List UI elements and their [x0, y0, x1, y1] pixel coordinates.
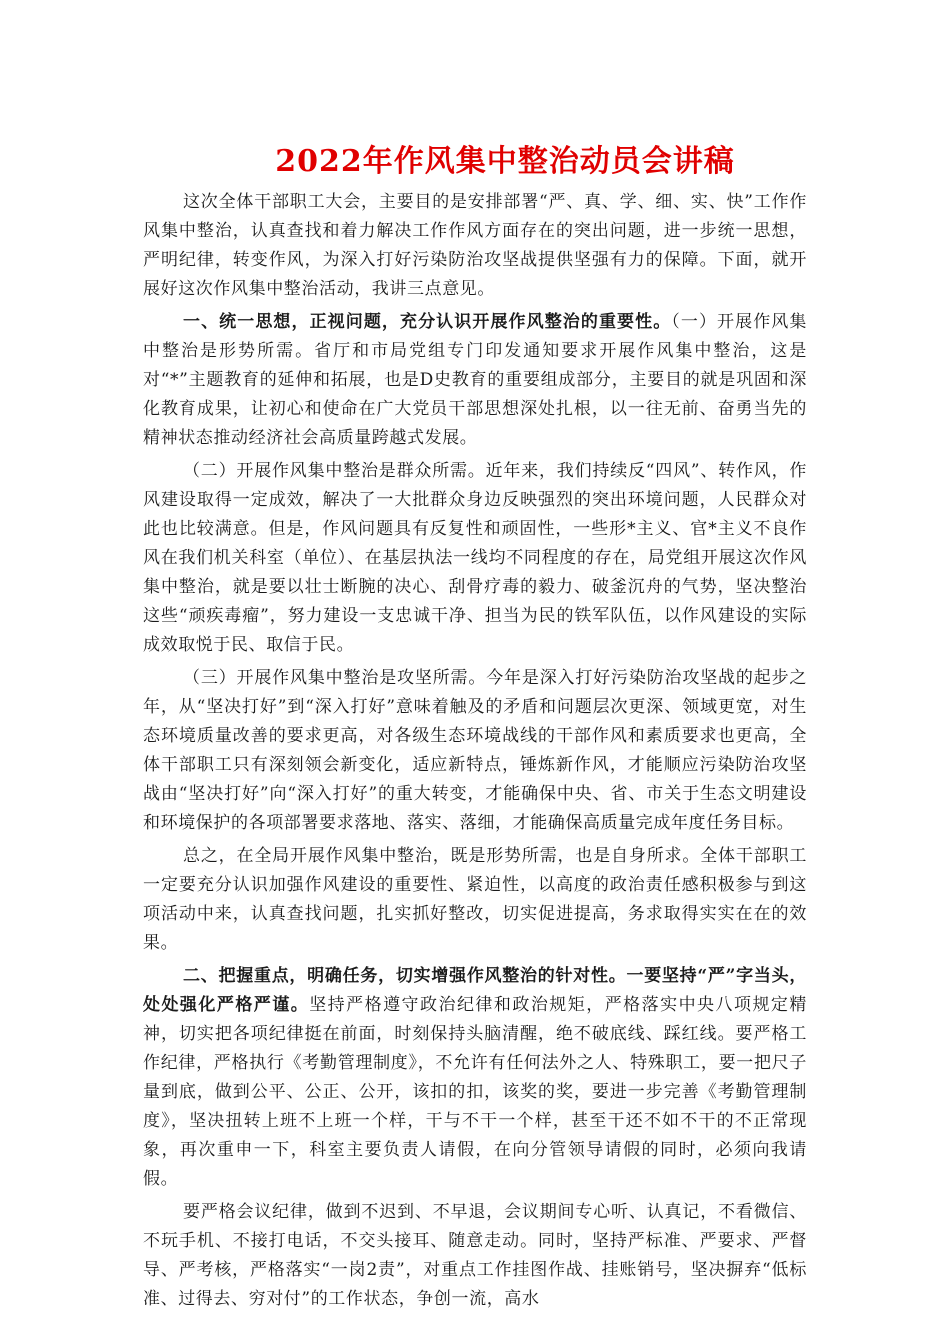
- paragraph-section-2-cont: [143, 1198, 807, 1314]
- paragraph-section-1: [143, 308, 807, 453]
- paragraph-text: （一）开展作风集中整治是形势所需。省厅和市局党组专门印发通知要求开展作风集中整治，这是对“*”主题教育的延伸和拓展，也是D史教育的重要组成部分，主要目的就是巩固和深化教育成果，让初心和使命在广大党员干部思想深处扎根，以一往无前、奋勇当先的精神状态推动经济社会高质量跨越式发展。: [143, 312, 807, 448]
- paragraph-text: （二）开展作风集中整治是群众所需。近年来，我们持续反“四风”、转作风，作风建设取得一定成效，解决了一大批群众身边反映强烈的突出环境问题，人民群众对此也比较满意。但是，作风问题具有反复性和顽固性，一些形*主义、官*主义不良作风在我们机关科室（单位）、在基层执法一线均不同程度的存在，局党组开展这次作风集中整治，就是要以壮士断腕的决心、刮骨疗毒的毅力、破釜沉舟的气势，坚决整治这些“顽疾毒瘤”，努力建设一支忠诚干净、担当为民的铁军队伍，以作风建设的实际成效取悦于民、取信于民。: [143, 461, 807, 655]
- document-title: 2022年作风集中整治动员会讲稿: [275, 144, 735, 179]
- paragraph-text: 要严格会议纪律，做到不迟到、不早退，会议期间专心听、认真记，不看微信、不玩手机、不接打电话，不交头接耳、随意走动。同时，坚持严标准、严要求、严督导、严考核，严格落实“一岗2责”，对重点工作挂图作战、挂账销号，坚决摒弃“低标准、过得去、穷对付”的工作状态，争创一流，高水: [143, 1202, 807, 1309]
- document-page: [143, 140, 807, 1314]
- paragraph-section-1-2: [143, 457, 807, 660]
- paragraph-section-1-3: [143, 664, 807, 838]
- paragraph-heading: 二、把握重点，明确任务，切实增强作风整治的针对性。一要坚持“严”字当头，处处强化严格严谨。: [143, 966, 807, 1015]
- paragraph-summary: [143, 842, 807, 958]
- paragraph-text: 坚持严格遵守政治纪律和政治规矩，严格落实中央八项规定精神，切实把各项纪律挺在前面，时刻保持头脑清醒，绝不破底线、踩红线。要严格工作纪律，严格执行《考勤管理制度》，不允许有任何法外之人、特殊职工，要一把尺子量到底，做到公平、公正、公开，该扣的扣，该奖的奖，要进一步完善《考勤管理制度》，坚决扭转上班不上班一个样，干与不干一个样，甚至干还不如不干的不正常现象，再次重申一下，科室主要负责人请假，在向分管领导请假的同时，必须向我请假。: [143, 995, 807, 1189]
- paragraph-text: 这次全体干部职工大会，主要目的是安排部署“严、真、学、细、实、快”工作作风集中整治，认真查找和着力解决工作作风方面存在的突出问题，进一步统一思想，严明纪律，转变作风，为深入打好污染防治攻坚战提供坚强有力的保障。下面，就开展好这次作风集中整治活动，我讲三点意见。: [143, 192, 807, 299]
- paragraph-heading: 一、统一思想，正视问题，充分认识开展作风整治的重要性。: [183, 312, 672, 332]
- paragraph-text: （三）开展作风集中整治是攻坚所需。今年是深入打好污染防治攻坚战的起步之年，从“坚决打好”到“深入打好”意味着触及的矛盾和问题层次更深、领域更宽，对生态环境质量改善的要求更高，对各级生态环境战线的干部作风和素质要求也更高，全体干部职工只有深刻领会新变化，适应新特点，锤炼新作风，才能顺应污染防治攻坚战由“坚决打好”向“深入打好”的重大转变，才能确保中央、省、市关于生态文明建设和环境保护的各项部署要求落地、落实、落细，才能确保高质量完成年度任务目标。: [143, 668, 807, 833]
- paragraph-intro: [143, 188, 807, 304]
- paragraph-section-2: [143, 962, 807, 1194]
- paragraph-text: 总之，在全局开展作风集中整治，既是形势所需，也是自身所求。全体干部职工一定要充分认识加强作风建设的重要性、紧迫性，以高度的政治责任感积极参与到这项活动中来，认真查找问题，扎实抓好整改，切实促进提高，务求取得实实在在的效果。: [143, 846, 807, 953]
